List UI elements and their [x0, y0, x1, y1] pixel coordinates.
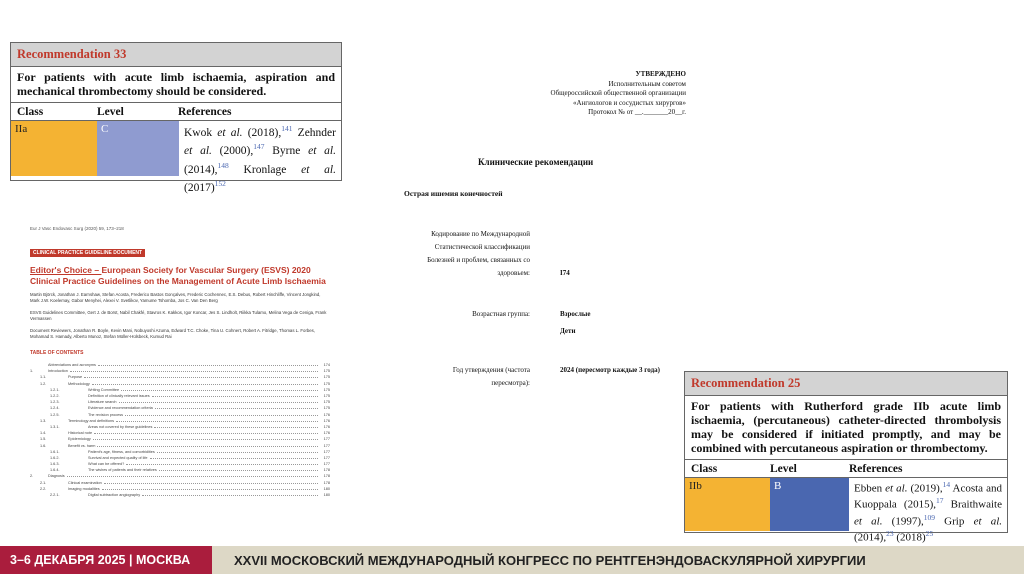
age-value: Дети	[560, 327, 576, 335]
toc-text: Diagnosis	[48, 474, 65, 479]
toc-number: 2.2.	[40, 486, 47, 491]
toc-leader	[152, 395, 318, 397]
toc-page: 175	[323, 369, 330, 374]
ref-number: 109	[923, 512, 935, 522]
toc-text: Patient's age, fitness, and comorbidities	[88, 449, 155, 454]
approval-year-label	[412, 364, 530, 390]
level-cell: C	[97, 121, 179, 176]
ref-italic: et al.	[308, 145, 336, 158]
document-subtitle: Острая ишемия конечностей	[404, 189, 503, 198]
toc-leader	[94, 432, 318, 434]
toc-leader	[67, 475, 318, 477]
ref-italic: et al.	[854, 515, 883, 528]
toc-page: 175	[323, 381, 330, 386]
toc-text: Evidence and recommendation criteria	[88, 406, 153, 411]
age-group-values	[560, 308, 590, 338]
toc-leader	[159, 469, 318, 471]
toc-number: 1.2.3.	[50, 400, 60, 405]
toc-page: 175	[323, 387, 330, 392]
ref-text: (2018),	[242, 126, 282, 139]
ref-number: 23	[886, 528, 894, 538]
toc-page: 177	[323, 443, 330, 448]
toc-number: 1.6.1.	[50, 449, 60, 454]
references-cell	[179, 121, 341, 194]
toc-leader	[102, 488, 318, 490]
toc-heading: TABLE OF CONTENTS	[30, 350, 84, 356]
ref-text: Zehnder	[292, 126, 336, 139]
toc-page: 177	[323, 449, 330, 454]
ref-number: 25	[925, 528, 934, 538]
toc-number: 2.2.1.	[50, 493, 60, 498]
toc-number: 1.2.5.	[50, 412, 60, 417]
ref-number: 141	[281, 124, 293, 133]
toc-text: Writing Committee	[88, 387, 120, 392]
paper-title	[30, 265, 330, 286]
class-column-header: Class	[17, 106, 44, 118]
paper-title-text: European Society for Vascular Surgery (ESVS) 2020 Clinical Practice Guidelines on the Management of Acute Limb Ischaemia	[30, 265, 326, 286]
toc-number: 1.2.	[40, 381, 47, 386]
toc-number: 1.6.3.	[50, 462, 60, 467]
ref-text: Braithwaite	[943, 498, 1002, 511]
toc-page: 178	[323, 474, 330, 479]
toc-page: 176	[323, 412, 330, 417]
editors-choice-label: Editor's Choice –	[30, 265, 102, 275]
toc-page: 174	[323, 363, 330, 368]
references-column-header: References	[849, 463, 903, 475]
recommendation-statement: For patients with Rutherford grade IIb acute limb ischaemia, (percutaneous) catheter-directed thrombolysis may be considered if initiated promptly, and may be combined with percutaneous aspiration or thrombectomy.	[685, 396, 1007, 460]
label-line: пересмотра):	[491, 379, 530, 387]
toc-text: What can be offered?	[88, 462, 125, 467]
toc-leader	[121, 389, 318, 391]
toc-number: 1.2.1.	[50, 387, 60, 392]
ref-text: Kronlage	[228, 163, 302, 176]
toc-number: 1.1.	[40, 375, 47, 380]
ref-number: 152	[214, 178, 226, 188]
level-column-header: Level	[770, 463, 797, 475]
toc-leader	[119, 401, 319, 403]
toc-leader	[155, 407, 318, 409]
label-line: Болезней и проблем, связанных со	[427, 256, 530, 264]
recommendation-header: Recommendation 33	[11, 43, 341, 67]
toc-leader	[142, 494, 318, 496]
toc-leader	[157, 451, 318, 453]
references-column-header: References	[178, 106, 232, 118]
toc-page: 177	[323, 455, 330, 460]
ref-number: 17	[936, 496, 944, 506]
approved-label: УТВЕРЖДЕНО	[635, 70, 686, 78]
toc-text: Terminology and definitions	[68, 418, 115, 423]
toc-page: 180	[323, 486, 330, 491]
toc-entry	[30, 492, 330, 498]
committee: ESVS Guidelines Committee, Gert J. de Borst, Nabil Chakfé, Stavros K. Kakkos, Igor Koncar, Jes S. Lindholt, Riikka Tulamo, Melina Vega de Ceniga, Frank Vermassen	[30, 310, 327, 321]
recommendation-statement: For patients with acute limb ischaemia, aspiration and mechanical thrombectomy should be considered.	[11, 67, 341, 103]
toc-page: 177	[323, 462, 330, 467]
toc-number: 1.5.	[40, 437, 47, 442]
table-row	[685, 478, 1007, 544]
ref-text: (2017)	[184, 181, 215, 194]
toc-number: 1.6.4.	[50, 468, 60, 473]
toc-number: 1.6.	[40, 443, 47, 448]
ref-text: Kwok	[184, 126, 218, 139]
label-line: Год утверждения (частота	[452, 366, 530, 374]
protocol-line: Протокол № от __._______20__г.	[588, 108, 686, 116]
column-headers	[685, 460, 1007, 478]
esvs-guideline-page	[30, 226, 330, 498]
toc-page: 178	[323, 468, 330, 473]
banner-date-city: 3–6 ДЕКАБРЯ 2025 | МОСКВА	[0, 546, 212, 574]
label-line: Статистической классификации	[434, 243, 530, 251]
ref-italic: et al.	[885, 482, 908, 495]
toc-number: 1.3.	[40, 418, 47, 423]
toc-text: Purpose	[68, 375, 83, 380]
toc-text: The revision process	[88, 412, 124, 417]
toc-page: 175	[323, 375, 330, 380]
toc-number: 2.	[30, 474, 34, 479]
toc-page: 175	[323, 406, 330, 411]
toc-number: 1.2.4.	[50, 406, 60, 411]
age-value: Взрослые	[560, 310, 591, 318]
toc-text: Digital subtraction angiography	[88, 493, 141, 498]
icd-value: I74	[560, 269, 570, 277]
ref-text: (2018)	[893, 531, 926, 544]
class-cell: IIa	[11, 121, 97, 176]
ref-text: Byrne	[264, 145, 309, 158]
toc-leader	[154, 426, 318, 428]
approval-line: Исполнительным советом	[608, 79, 686, 88]
ref-number: 14	[942, 480, 951, 489]
ref-italic: et al.	[301, 163, 336, 176]
toc-page: 176	[323, 424, 330, 429]
banner-congress-name: XXVII МОСКОВСКИЙ МЕЖДУНАРОДНЫЙ КОНГРЕСС ПО РЕНТГЕНЭНДОВАСКУЛЯРНОЙ ХИРУРГИИ	[212, 546, 1024, 574]
ref-number: 148	[217, 160, 229, 170]
icd-label	[412, 228, 530, 280]
toc-text: Definition of clinically relevant issues	[88, 394, 150, 399]
toc-number: 1.6.2.	[50, 455, 60, 460]
document-type-tag: CLINICAL PRACTICE GUIDELINE DOCUMENT	[30, 249, 145, 257]
ref-text: Ebben	[854, 482, 886, 495]
toc-number: 1.	[30, 369, 34, 374]
ref-number: 147	[253, 142, 265, 152]
toc-leader	[104, 482, 318, 484]
recommendation-25-table	[684, 371, 1008, 544]
toc-text: Literature search	[88, 400, 117, 405]
age-group-label: Возрастная группа:	[472, 310, 530, 318]
toc-leader	[98, 364, 318, 366]
toc-number: 1.2.2.	[50, 394, 60, 399]
ref-text: (2000),	[211, 145, 254, 158]
level-column-header: Level	[97, 106, 124, 118]
reviewers: Document Reviewers, Jonathan R. Boyle, Kevin Mani, Nobuyoshi Azuma, Edward T.C. Choke, Tina U. Cohnert, Robert A. Fitridge, Thomas L. Forbes, Mohamad S. Hamady, Alberto Munoz, Stefan Müller-Hülsbeck, Kumud Rai	[30, 328, 315, 339]
toc-leader	[116, 420, 318, 422]
toc-text: Historical note	[68, 431, 93, 436]
toc-page: 175	[323, 394, 330, 399]
toc-leader	[125, 414, 318, 416]
journal-citation: Eur J Vasc Endovasc Surg (2020) 59, 173–218	[30, 226, 124, 231]
ref-text: Grip	[934, 515, 974, 528]
approval-line: Общероссийской общественной организации	[550, 89, 686, 97]
ref-italic: et al.	[973, 515, 1003, 528]
recommendation-33-table	[10, 42, 342, 194]
approval-line: «Ангиологов и сосудистых хирургов»	[572, 98, 686, 107]
toc-text: Methodology	[68, 381, 90, 386]
toc-text: Survival and expected quality of life	[88, 455, 148, 460]
label-line: здоровьем:	[497, 269, 530, 277]
toc-leader	[150, 457, 318, 459]
toc-page: 176	[323, 431, 330, 436]
toc-leader	[92, 383, 318, 385]
toc-number: 2.1.	[40, 480, 47, 485]
toc-text: Introduction	[48, 369, 68, 374]
toc-text: Benefit vs. harm	[68, 443, 96, 448]
ref-italic: et al.	[217, 126, 243, 139]
toc-number: 1.3.1.	[50, 424, 60, 429]
toc-leader	[97, 445, 318, 447]
toc-leader	[126, 463, 318, 465]
toc-number: 1.4.	[40, 431, 47, 436]
toc-text: The wishes of patients and their relatives	[88, 468, 157, 473]
table-row	[11, 121, 341, 194]
document-title: Клинические рекомендации	[478, 157, 594, 167]
toc-page: 177	[323, 437, 330, 442]
toc-page: 175	[323, 400, 330, 405]
ref-italic: et al.	[184, 145, 212, 158]
toc-page: 178	[323, 480, 330, 485]
toc-page: 180	[323, 493, 330, 498]
toc-text: Imaging modalities	[68, 486, 100, 491]
toc-text: Areas not covered by these guidelines	[88, 424, 153, 429]
toc-leader	[70, 370, 318, 372]
class-column-header: Class	[691, 463, 718, 475]
references-cell	[849, 478, 1007, 544]
authors: Martin Björck, Jonathan J. Earnshaw, Stefan Acosta, Frederico Bastos Gonçalves, Frederic Cochennec, E.S. Debus, Robert Hinchliffe, Vincent Jongkind, Mark J.W. Koelemay, Gabor Menyhei, Alexei V. Svetlikov, Yamume Tshomba, Jos C. Van Den Berg	[30, 292, 321, 303]
toc-text: Clinical examination	[68, 480, 102, 485]
toc-leader	[93, 438, 318, 440]
ref-text: Acosta and Kuoppala (2015),	[854, 482, 1002, 511]
toc-page: 176	[323, 418, 330, 423]
toc-text: Epidemiology	[68, 437, 91, 442]
ref-text: (2019),	[907, 482, 943, 495]
level-cell: B	[770, 478, 849, 531]
ref-text: (2014),	[184, 163, 218, 176]
ref-text: (1997),	[882, 515, 924, 528]
recommendation-header: Recommendation 25	[685, 372, 1007, 396]
class-cell: IIb	[685, 478, 770, 531]
approval-year-value: 2024 (пересмотр каждые 3 года)	[560, 366, 660, 374]
label-line: Кодирование по Международной	[431, 230, 530, 238]
toc-leader	[84, 376, 318, 378]
ref-text: (2014),	[854, 531, 887, 544]
table-of-contents	[30, 362, 330, 498]
toc-text: Abbreviations and acronyms	[48, 363, 96, 368]
congress-banner	[0, 546, 1024, 574]
approval-block	[551, 70, 686, 118]
column-headers	[11, 103, 341, 121]
